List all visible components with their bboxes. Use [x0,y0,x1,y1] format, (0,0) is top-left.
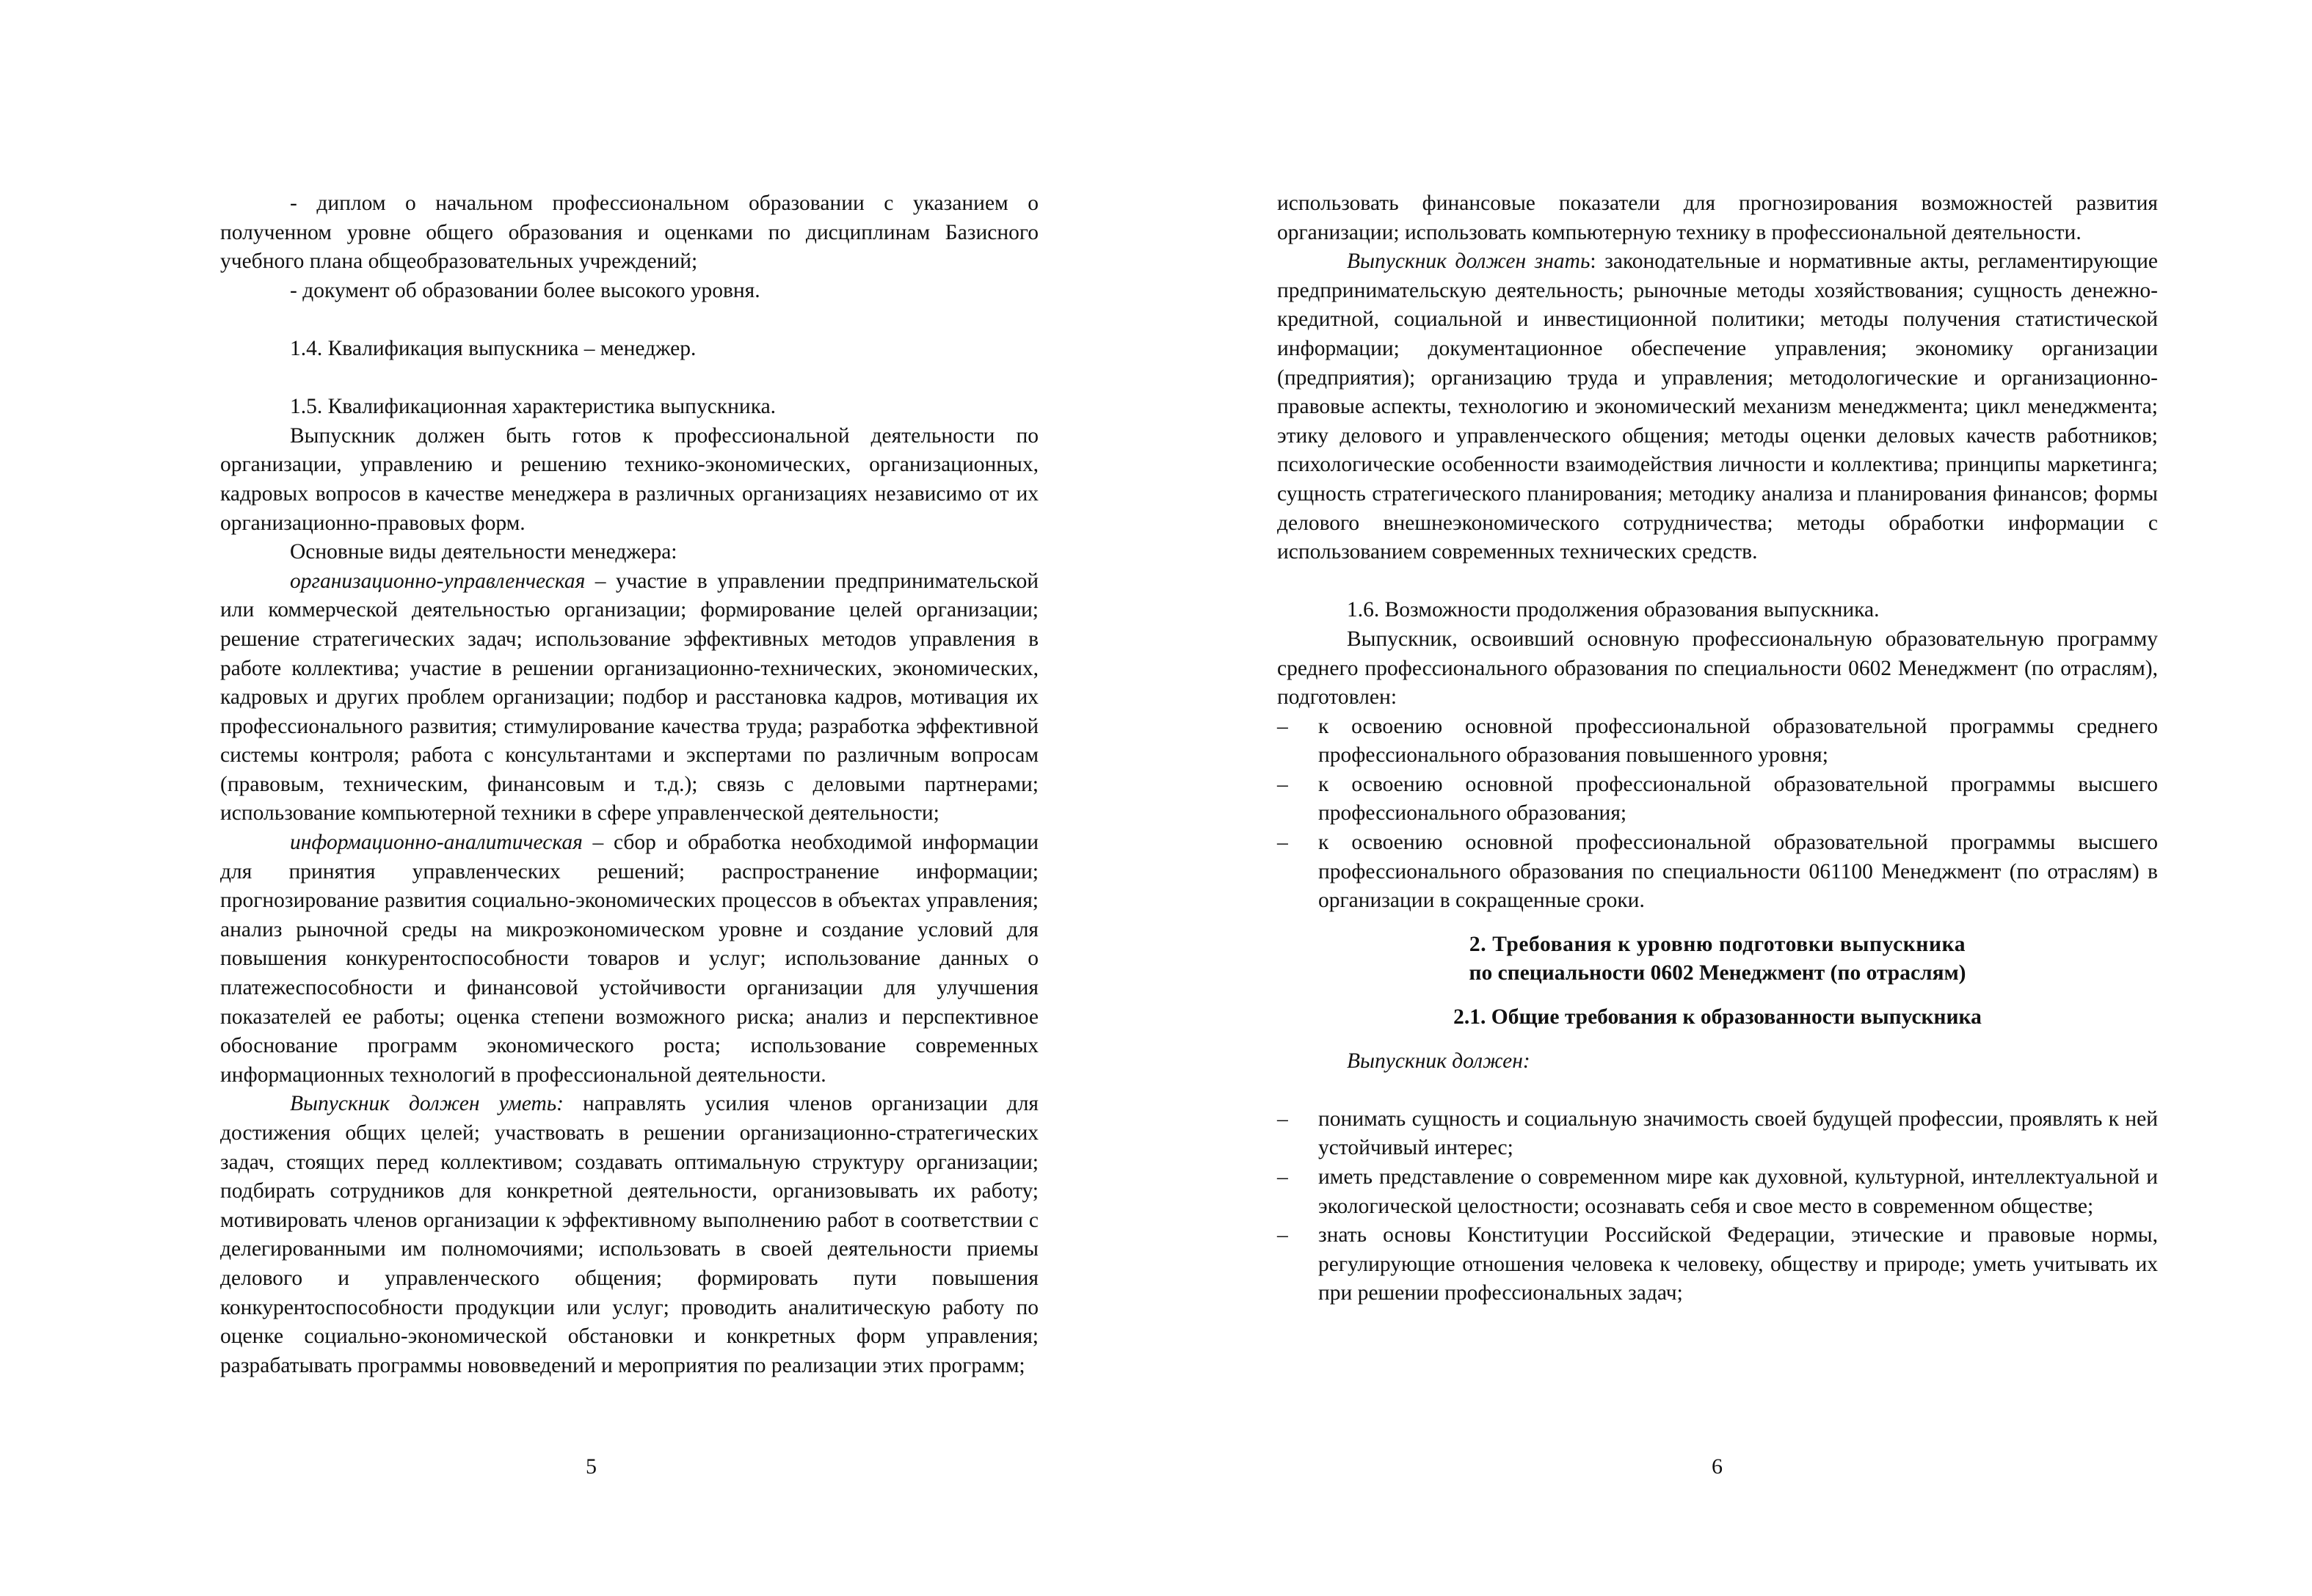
spacer [1277,916,2158,930]
term-info-analytical: информационно-аналитическая [290,831,583,855]
left-paragraph-8-text: – сбор и обработка необходимой информации для принятия управленческих решений; распространение информации; прогнозирование развития социально-экономических процессов в объектах управления; анализ рыночной среды на микроэкономическом уровне и создание условий для повышения конкурентоспособности товаров и услуг; использование данных о платежеспособности и финансовой устойчивости организации для улучшения показателей ее работы; оценка степени возможного риска; анализ и перспективное обоснование программ экономического роста; использование современных информационных технологий в профессиональной деятельности. [220,831,1039,1087]
left-paragraph-9 [220,1090,1039,1380]
left-paragraph-1: - диплом о начальном профессиональном образовании с указанием о полученном уровне общего образования и оценками по дисциплинам Базисного учебного плана общеобразовательных учреждений; [220,192,1039,274]
spacer [1277,988,2158,1003]
left-paragraph-2: - документ об образовании более высокого уровня. [290,278,760,302]
section-2-1-heading: 2.1. Общие требования к образованности выпускника [1453,1005,1982,1030]
left-paragraph-9-text: направлять усилия членов организации для достижения общих целей; участвовать в решении организационно-стратегических задач, стоящих перед коллективом; создавать оптимальную структуру организации; подбирать сотрудников для конкретной деятельности, организовывать их работу; мотивировать членов организации к эффективному выполнению работ в соответствии с делегированными им полномочиями; использовать в своей деятельности приемы делового и управленческого общения; формировать пути повышения конкурентоспособности продукции или услуг; проводить аналитическую работу по оценке социально-экономической обстановки и конкретных форм управления; разрабатывать программы нововведений и мероприятия по реализации этих программ; [220,1092,1039,1377]
left-paragraph-7 [220,567,1039,828]
term-must: Выпускник должен: [1347,1049,1530,1073]
spacer [1277,1032,2158,1047]
list-item: – понимать сущность и социальную значимость своей будущей профессии, проявлять к ней устойчивый интерес; [1277,1105,2158,1163]
requirements-list [1277,1105,2158,1308]
spacer [1277,567,2158,597]
list-item: – к освоению основной профессиональной образовательной программы высшего профессионального образования; [1277,770,2158,828]
right-paragraph-2-text: : законодательные и нормативные акты, регламентирующие предпринимательскую деятельность; рыночные методы хозяйствования; сущность денежно-кредитной, социальной и инвестиционной политики; методы получения статистической информации; документационное обеспечение управления; экономику организации (предприятия); организацию труда и управления; методологические и организационно-правовые аспекты, технологию и экономический механизм менеджмента; цикл менеджмента; этику делового и управленческого общения; методы оценки деловых качеств работников; психологические особенности взаимодействия личности и коллектива; принципы маркетинга; сущность стратегического планирования; методику анализа и планирования финансов; формы делового внешнеэкономического сотрудничества; методы обработки информации с использованием современных технических средств. [1277,249,2158,564]
list-item: – к освоению основной профессиональной образовательной программы среднего профессионального образования повышенного уровня; [1277,713,2158,770]
left-paragraph-6: Основные виды деятельности менеджера: [290,540,677,564]
spacer [1277,1076,2158,1105]
section-1-4: 1.4. Квалификация выпускника – менеджер. [290,336,697,360]
spacer [220,364,1039,393]
page-number-right: 6 [1712,1454,1723,1479]
list-item: – к освоению основной профессиональной образовательной программы высшего профессионального образования по специальности 061100 Менеджмент (по отраслям) в организации в сокращенные сроки. [1277,828,2158,916]
left-paragraph-7-text: – участие в управлении предпринимательской или коммерческой деятельностью организации; формирование целей организации; решение стратегических задач; использование эффективных методов управления в работе коллектива; участие в решении организационно-технических, экономических, кадровых и других проблем организации; подбор и расстановка кадров, мотивация их профессионального развития; стимулирование качества труда; разработка эффективной системы контроля; работа с консультантами и экспертами по различным вопросам (правовым, техническим, финансовым и т.д.); связь с деловыми партнерами; использование компьютерной техники в сфере управленческой деятельности; [220,569,1039,826]
left-paragraph-8 [220,828,1039,1090]
section-2-heading-line-1: 2. Требования к уровню подготовки выпускника [1469,932,1966,956]
list-item: – иметь представление о современном мире как духовной, культурной, интеллектуальной и экологической целостности; осознавать себя и свое место в современном обществе; [1277,1163,2158,1221]
right-paragraph-1: использовать финансовые показатели для прогнозирования возможностей развития организации; использовать компьютерную технику в профессиональной деятельности. [1277,192,2158,244]
right-page [1277,189,2158,1308]
term-must-know: Выпускник должен знать [1347,249,1591,274]
section-1-6: 1.6. Возможности продолжения образования выпускника. [1347,598,1880,622]
list-item: – знать основы Конституции Российской Федерации, этические и правовые нормы, регулирующие отношения человека к человеку, обществу и природе; уметь учитывать их при решении профессиональных задач; [1277,1221,2158,1308]
right-paragraph-4: Выпускник, освоивший основную профессиональную образовательную программу среднего профессионального образования по специальности 0602 Менеджмент (по отраслям), подготовлен: [1277,627,2158,710]
section-2-heading-line-2: по специальности 0602 Менеджмент (по отраслям) [1469,961,1966,985]
term-org-management: организационно-управленческая [290,569,586,593]
spacer [220,305,1039,335]
right-paragraph-5 [1277,1047,2158,1076]
section-1-5: 1.5. Квалификационная характеристика выпускника. [290,395,777,419]
term-must-be-able: Выпускник должен уметь: [290,1092,564,1116]
left-paragraph-5: Выпускник должен быть готов к профессиональной деятельности по организации, управлению и решению технико-экономических, организационных, кадровых вопросов в качестве менеджера в различных организациях независимо от их организационно-правовых форм. [220,423,1039,535]
left-page [220,189,1039,1380]
page-number-left: 5 [586,1454,597,1479]
continuation-list [1277,713,2158,916]
right-paragraph-2 [1277,247,2158,567]
